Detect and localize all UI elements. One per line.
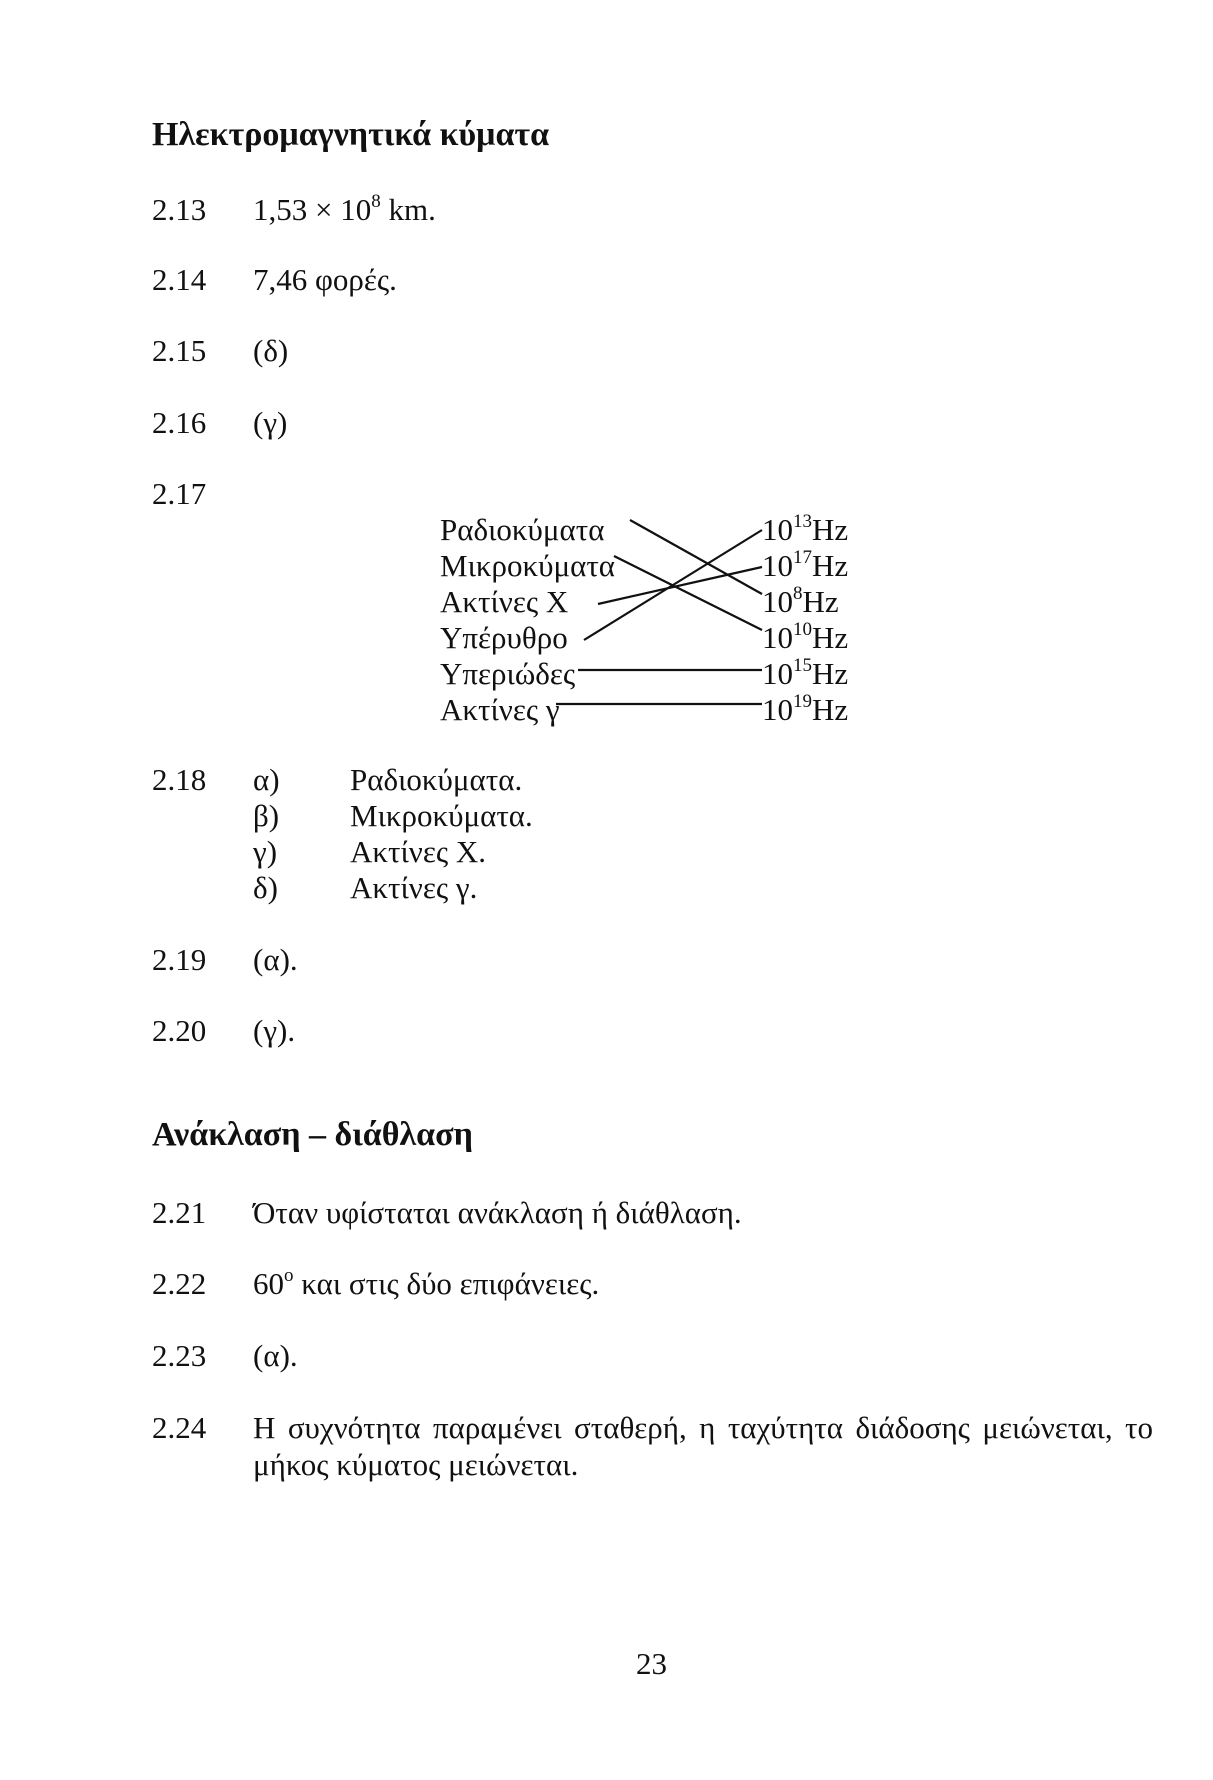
answer-2-18-text-d: Ακτίνες γ. [350,870,478,905]
match-right-1e15: $10^{15}Hz$ [762,655,849,691]
answer-text-2-21: Όταν υφίσταται ανάκλαση ή διάθλαση. [253,1195,742,1230]
answer-number-2-23: 2.23 [152,1338,207,1373]
answer-text-2-22: 60$^o$ και στις δύο επιφάνειες. [253,1265,600,1301]
answer-text-2-23: (α). [253,1338,298,1373]
answer-text-2-20: (γ). [253,1013,296,1048]
answer-text-2-19: (α). [253,942,298,977]
page-number: 23 [636,1646,667,1681]
match-left-gamma: Ακτίνες γ [440,692,560,727]
match-left-xray: Ακτίνες Χ [440,584,569,619]
answer-number-2-22: 2.22 [152,1266,207,1301]
answer-number-2-13: 2.13 [152,192,207,227]
match-left-ultraviolet: Υπεριώδες [440,656,576,691]
section-title-em-waves: Ηλεκτρομαγνητικά κύματα [152,116,550,153]
answer-number-2-19: 2.19 [152,942,207,977]
answer-2-18-text-b: Μικροκύματα. [350,798,533,833]
section-title-reflection: Ανάκλαση – διάθλαση [152,1116,473,1153]
answer-number-2-24: 2.24 [152,1410,207,1445]
answer-number-2-20: 2.20 [152,1013,207,1048]
answer-text-2-16: (γ) [253,405,288,440]
answer-number-2-16: 2.16 [152,405,207,440]
answer-2-18-letter-c: γ) [253,834,278,869]
answer-text-2-13: $1,53 \times 10^8$ km. [253,191,436,227]
answer-text-2-15: (δ) [253,333,289,368]
match-right-1e8: $10^8Hz$ [762,583,839,619]
match-line-micro-1e10 [614,556,762,630]
answer-2-18-letter-a: α) [253,762,280,797]
answer-number-2-21: 2.21 [152,1195,207,1230]
answer-number-2-14: 2.14 [152,262,207,297]
match-line-xray-1e17 [598,567,762,604]
answer-2-18-letter-b: β) [253,798,280,833]
answer-number-2-15: 2.15 [152,333,207,368]
match-left-infrared: Υπέρυθρο [440,620,568,655]
answer-2-18-letter-d: δ) [253,870,278,905]
match-left-micro: Μικροκύματα [440,548,616,583]
match-right-1e17: $10^{17}Hz$ [762,547,849,583]
match-left-radio: Ραδιοκύματα [440,512,605,547]
answer-2-18-text-a: Ραδιοκύματα. [350,762,523,797]
answer-text-2-14: 7,46 φορές. [253,262,397,297]
answer-text-2-24-line-2: μήκος κύματος μειώνεται. [253,1447,579,1482]
match-right-1e19: $10^{19}Hz$ [762,691,849,727]
answer-number-2-18: 2.18 [152,762,207,797]
answer-2-18-text-c: Ακτίνες Χ. [350,834,487,869]
answer-text-2-24-line-1: Η συχνότητα παραμένει σταθερή, η ταχύτητα διάδοσης μειώνεται, το [253,1410,1153,1445]
match-line-infrared-1e13 [584,530,762,640]
answer-number-2-17: 2.17 [152,476,207,511]
match-right-1e13: $10^{13}Hz$ [762,511,849,547]
match-right-1e10: $10^{10}Hz$ [762,619,849,655]
